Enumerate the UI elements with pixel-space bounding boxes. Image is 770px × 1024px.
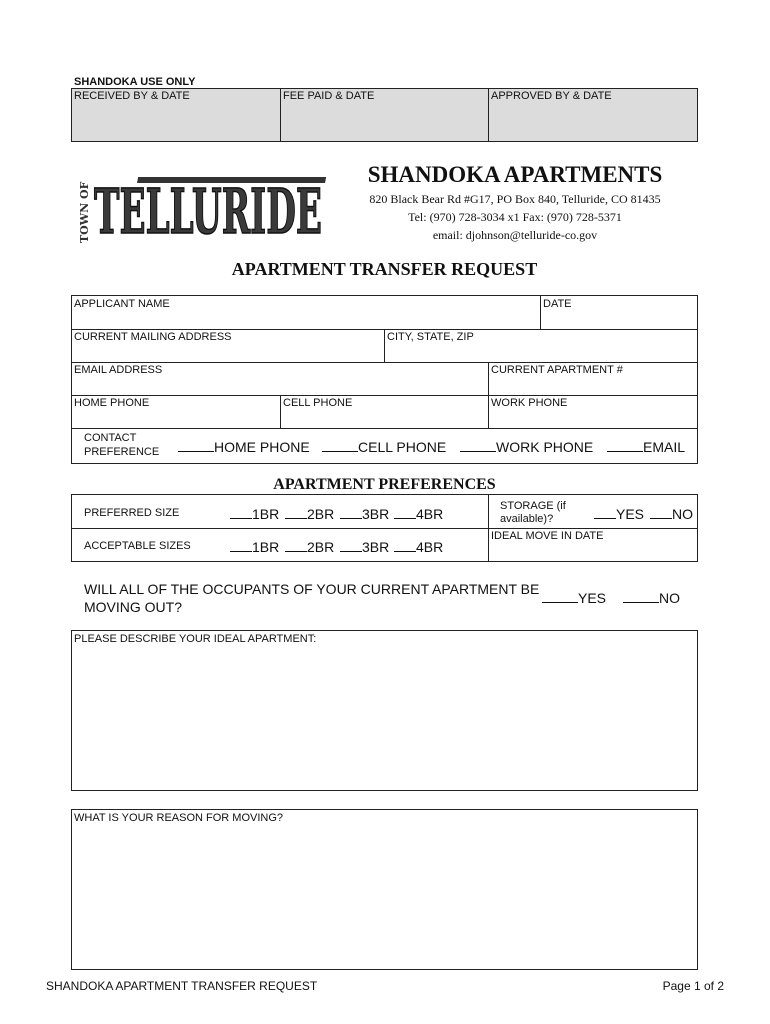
contact-cell-phone-option[interactable]: CELL PHONE [322,438,446,455]
preferred-1br-option[interactable]: 1BR [230,505,279,522]
org-address: 820 Black Bear Rd #G17, PO Box 840, Telluride, CO 81435 [369,192,661,206]
city-state-zip-field[interactable]: CITY, STATE, ZIP [387,331,474,343]
org-name: SHANDOKA APARTMENTS [367,162,663,187]
current-apartment-field[interactable]: CURRENT APARTMENT # [491,364,623,376]
contact-home-phone-option[interactable]: HOME PHONE [178,438,310,455]
reason-for-moving-label: WHAT IS YOUR REASON FOR MOVING? [74,812,284,824]
ideal-apartment-textarea[interactable] [71,630,698,791]
preferred-size-label: PREFERRED SIZE [84,507,180,519]
acceptable-2br-option[interactable]: 2BR [285,538,334,555]
acceptable-4br-option[interactable]: 4BR [394,538,443,555]
contact-email-option[interactable]: EMAIL [607,438,685,455]
occupants-question [84,580,539,616]
mailing-address-field[interactable]: CURRENT MAILING ADDRESS [74,331,232,343]
occupants-question-line-1: WILL ALL OF THE OCCUPANTS OF YOUR CURRENT APARTMENT BE [84,581,540,597]
acceptable-sizes-label: ACCEPTABLE SIZES [84,540,191,552]
acceptable-3br-option[interactable]: 3BR [340,538,389,555]
fee-paid-field[interactable]: FEE PAID & DATE [283,90,375,102]
office-use-heading: SHANDOKA USE ONLY [74,76,196,88]
telluride-logo [72,155,332,245]
form-title: APARTMENT TRANSFER REQUEST [231,259,538,279]
occupants-yes-option[interactable]: YES [542,589,606,606]
storage-no-option[interactable]: NO [650,505,693,522]
acceptable-1br-option[interactable]: 1BR [230,538,279,555]
date-field[interactable]: DATE [543,298,572,310]
footer-title: SHANDOKA APARTMENT TRANSFER REQUEST [46,979,318,993]
contact-preference-label: CONTACT [84,432,137,444]
home-phone-field[interactable]: HOME PHONE [74,397,150,409]
email-address-field[interactable]: EMAIL ADDRESS [74,364,163,376]
contact-preference-label-2: PREFERENCE [84,446,160,458]
page-number: Page 1 of 2 [662,979,724,993]
received-by-field[interactable]: RECEIVED BY & DATE [74,90,190,102]
logo-town-of-text: TOWN OF [78,181,91,243]
preferred-3br-option[interactable]: 3BR [340,505,389,522]
move-in-date-field[interactable]: IDEAL MOVE IN DATE [491,530,604,542]
storage-label: STORAGE (if [500,500,566,512]
org-phone: Tel: (970) 728-3034 x1 Fax: (970) 728-5371 [408,210,622,224]
preferred-4br-option[interactable]: 4BR [394,505,443,522]
logo-telluride-text: TELLURIDE [94,175,322,245]
contact-work-phone-option[interactable]: WORK PHONE [460,438,593,455]
cell-phone-field[interactable]: CELL PHONE [283,397,353,409]
reason-for-moving-textarea[interactable] [71,809,698,970]
org-email: email: djohnson@telluride-co.gov [432,228,598,242]
storage-label-2: available)? [500,513,554,525]
preferences-heading: APARTMENT PREFERENCES [273,476,496,493]
work-phone-field[interactable]: WORK PHONE [491,397,568,409]
preferred-2br-option[interactable]: 2BR [285,505,334,522]
approved-by-field[interactable]: APPROVED BY & DATE [491,90,612,102]
storage-yes-option[interactable]: YES [594,505,644,522]
applicant-name-field[interactable]: APPLICANT NAME [74,298,170,310]
ideal-apartment-label: PLEASE DESCRIBE YOUR IDEAL APARTMENT: [74,633,317,645]
occupants-no-option[interactable]: NO [623,589,680,606]
occupants-question-line-2: MOVING OUT? [84,599,183,615]
